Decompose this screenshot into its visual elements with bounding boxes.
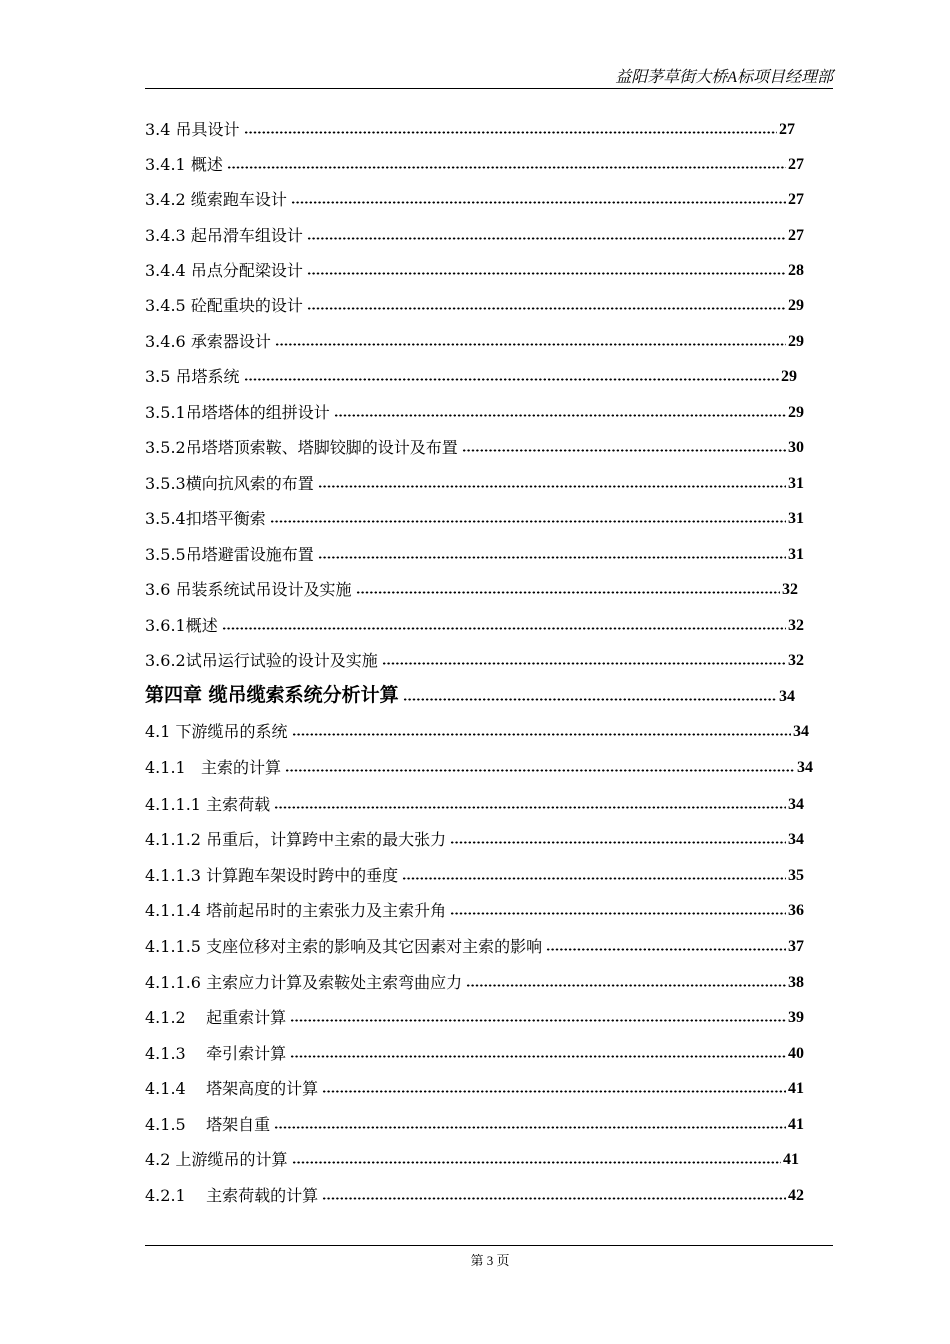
dot-leader xyxy=(356,591,780,594)
toc-entry[interactable] xyxy=(145,391,804,421)
toc-entry-title: 吊塔系统 xyxy=(175,367,240,386)
toc-entry-page: 41 xyxy=(788,1116,804,1133)
dot-leader xyxy=(290,1055,786,1058)
dot-leader xyxy=(275,343,786,346)
toc-entry-number: 3.4.6 xyxy=(145,332,186,351)
toc-entry-page: 34 xyxy=(779,688,795,705)
toc-entry-label xyxy=(145,405,330,421)
toc-entry-title: 主索应力计算及索鞍处主索弯曲应力 xyxy=(206,973,463,992)
toc-entry-page: 31 xyxy=(788,546,804,563)
toc-entry-label xyxy=(145,797,270,813)
dot-leader xyxy=(462,449,786,452)
toc-entry-number: 3.6 xyxy=(145,580,171,599)
toc-entry[interactable] xyxy=(145,996,804,1026)
toc-entry-title: 牵引索计算 xyxy=(206,1044,287,1063)
dot-leader xyxy=(274,806,786,809)
toc-entry[interactable] xyxy=(145,818,804,848)
toc-entry-label xyxy=(145,939,542,955)
toc-entry-number: 4.1.4 xyxy=(145,1079,186,1098)
toc-entry-page: 40 xyxy=(788,1045,804,1062)
toc-entry[interactable] xyxy=(145,854,804,884)
dot-leader xyxy=(244,378,779,381)
toc-entry-title: 吊塔塔顶索鞍、塔脚铰脚的设计及布置 xyxy=(185,438,458,457)
toc-entry-number: 4.1.1.5 xyxy=(145,937,201,956)
toc-entry-page: 41 xyxy=(783,1151,799,1168)
toc-entry-title: 塔前起吊时的主索张力及主索升角 xyxy=(206,901,447,920)
toc-chapter-entry[interactable] xyxy=(145,675,795,705)
toc-entry[interactable] xyxy=(145,249,804,279)
toc-entry-number: 3.6.2 xyxy=(145,651,186,670)
dot-leader xyxy=(402,877,786,880)
toc-entry-number: 3.4.5 xyxy=(145,296,186,315)
dot-leader xyxy=(318,485,786,488)
toc-entry[interactable] xyxy=(145,746,813,776)
toc-entry-number: 3.5.4 xyxy=(145,509,186,528)
toc-entry[interactable] xyxy=(145,497,804,527)
toc-entry-label xyxy=(145,653,378,669)
toc-entry-page: 32 xyxy=(788,652,804,669)
toc-entry[interactable] xyxy=(145,143,804,173)
toc-entry-page: 27 xyxy=(788,156,804,173)
toc-entry-label xyxy=(145,1046,286,1062)
toc-entry-number: 4.1.1.4 xyxy=(145,901,201,920)
toc-entry-title: 横向抗风索的布置 xyxy=(185,474,314,493)
toc-entry-number: 4.1 xyxy=(145,722,171,741)
dot-leader xyxy=(382,662,786,665)
toc-entry-label xyxy=(145,1152,288,1168)
toc-entry-number: 3.5.5 xyxy=(145,545,186,564)
toc-entry-title: 主索荷载 xyxy=(206,795,271,814)
toc-entry-title: 计算跑车架设时跨中的垂度 xyxy=(206,866,399,885)
toc-entry-title: 起重索计算 xyxy=(206,1008,287,1027)
toc-entry-title: 吊具设计 xyxy=(175,120,240,139)
toc-entry-label xyxy=(145,122,240,138)
dot-leader xyxy=(322,1090,786,1093)
toc-entry[interactable] xyxy=(145,961,804,991)
toc-entry-page: 31 xyxy=(788,510,804,527)
toc-entry-label xyxy=(145,157,223,173)
toc-entry-label xyxy=(145,724,288,740)
dot-leader xyxy=(285,769,795,772)
header-title: 益阳茅草街大桥A标项目经理部 xyxy=(615,69,833,86)
toc-entry-page: 29 xyxy=(788,297,804,314)
toc-entry-gap xyxy=(186,1186,206,1205)
toc-entry-number: 3.5 xyxy=(145,367,171,386)
toc-entry-number: 3.4.1 xyxy=(145,155,186,174)
toc-entry-number: 4.1.1.3 xyxy=(145,866,201,885)
toc-entry[interactable] xyxy=(145,462,804,492)
dot-leader xyxy=(292,1161,781,1164)
toc-entry-title: 概述 xyxy=(190,155,223,174)
toc-entry[interactable] xyxy=(145,604,804,634)
toc-entry[interactable] xyxy=(145,1032,804,1062)
toc-entry-label xyxy=(145,1010,286,1026)
toc-entry-label xyxy=(145,511,266,527)
toc-entry-page: 37 xyxy=(788,938,804,955)
toc-entry[interactable] xyxy=(145,178,804,208)
dot-leader xyxy=(270,520,786,523)
toc-entry-title: 扣塔平衡索 xyxy=(185,509,266,528)
dot-leader xyxy=(227,166,786,169)
toc-entry-label xyxy=(145,547,314,563)
toc-entry-title: 塔架自重 xyxy=(206,1115,271,1134)
toc-entry-number: 3.4.3 xyxy=(145,226,186,245)
toc-entry-page: 41 xyxy=(788,1080,804,1097)
toc-entry-label xyxy=(145,1188,318,1204)
toc-entry-title: 上游缆吊的计算 xyxy=(175,1150,288,1169)
toc-entry-label xyxy=(145,686,399,705)
toc-entry[interactable] xyxy=(145,1174,804,1204)
toc-entry-title: 吊装系统试吊设计及实施 xyxy=(175,580,352,599)
toc-entry-title: 起吊滑车组设计 xyxy=(190,226,303,245)
dot-leader xyxy=(274,1126,786,1129)
toc-entry-number: 第四章 xyxy=(145,684,203,706)
toc-entry-label xyxy=(145,582,352,598)
toc-entry-page: 27 xyxy=(788,191,804,208)
toc-entry-number: 3.5.3 xyxy=(145,474,186,493)
toc-entry-label xyxy=(145,228,303,244)
toc-entry-label xyxy=(145,903,446,919)
dot-leader xyxy=(292,733,791,736)
toc-entry[interactable] xyxy=(145,1103,804,1133)
toc-entry-page: 32 xyxy=(788,617,804,634)
toc-entry-gap xyxy=(186,1008,206,1027)
toc-entry-page: 27 xyxy=(788,227,804,244)
dot-leader xyxy=(403,698,777,701)
toc-entry[interactable] xyxy=(145,1138,799,1168)
toc-entry-title: 主索荷载的计算 xyxy=(206,1186,319,1205)
toc-entry-page: 34 xyxy=(793,723,809,740)
dot-leader xyxy=(318,556,786,559)
dot-leader xyxy=(244,131,777,134)
toc-entry[interactable] xyxy=(145,320,804,350)
header-rule xyxy=(145,88,833,89)
toc-entry-label xyxy=(145,975,462,991)
page-header xyxy=(145,64,833,88)
toc-entry-label xyxy=(145,192,287,208)
toc-entry-page: 35 xyxy=(788,867,804,884)
toc-entry-number: 3.4.2 xyxy=(145,190,186,209)
dot-leader xyxy=(322,1197,786,1200)
dot-leader xyxy=(291,201,786,204)
toc-entry-label xyxy=(145,476,314,492)
toc-entry-page: 42 xyxy=(788,1187,804,1204)
toc-entry-page: 31 xyxy=(788,475,804,492)
toc-entry-title: 下游缆吊的系统 xyxy=(175,722,288,741)
toc-entry-page: 39 xyxy=(788,1009,804,1026)
toc-entry-page: 29 xyxy=(788,333,804,350)
footer-rule xyxy=(145,1245,833,1246)
toc-entry[interactable] xyxy=(145,568,798,598)
dot-leader xyxy=(307,272,786,275)
toc-entry-title: 支座位移对主索的影响及其它因素对主索的影响 xyxy=(206,937,543,956)
toc-entry-label xyxy=(145,618,218,634)
toc-entry-gap xyxy=(186,1079,206,1098)
toc-entry-title: 承索器设计 xyxy=(190,332,271,351)
toc-entry-label xyxy=(145,263,303,279)
toc-entry-gap xyxy=(202,684,209,706)
toc-entry-title: 概述 xyxy=(185,616,218,635)
dot-leader xyxy=(466,984,786,987)
toc-entry[interactable] xyxy=(145,783,804,813)
toc-entry[interactable] xyxy=(145,710,809,740)
toc-entry-gap xyxy=(186,758,201,777)
toc-entry-number: 4.2.1 xyxy=(145,1186,186,1205)
toc-entry-title: 试吊运行试验的设计及实施 xyxy=(185,651,378,670)
toc-entry-label xyxy=(145,334,271,350)
toc-entry[interactable] xyxy=(145,533,804,563)
toc-entry-number: 4.1.3 xyxy=(145,1044,186,1063)
toc-entry-title: 吊塔避雷设施布置 xyxy=(185,545,314,564)
toc-entry-number: 4.1.1.2 xyxy=(145,830,201,849)
toc-entry-title: 吊重后，计算跨中主索的最大张力 xyxy=(206,830,447,849)
toc-entry-number: 4.1.1 xyxy=(145,758,186,777)
dot-leader xyxy=(450,841,786,844)
dot-leader xyxy=(450,912,786,915)
toc-entry-title: 缆吊缆索系统分析计算 xyxy=(208,684,399,706)
toc-entry-number: 3.5.1 xyxy=(145,403,186,422)
toc-entry-number: 4.1.5 xyxy=(145,1115,186,1134)
toc-entry-page: 34 xyxy=(788,831,804,848)
toc-entry-number: 3.5.2 xyxy=(145,438,186,457)
toc-entry-page: 32 xyxy=(782,581,798,598)
toc-entry-page: 34 xyxy=(797,759,813,776)
toc-entry-title: 主索的计算 xyxy=(200,758,281,777)
toc-entry-label xyxy=(145,868,398,884)
dot-leader xyxy=(307,307,786,310)
toc-entry-page: 27 xyxy=(779,121,795,138)
toc-entry-label xyxy=(145,832,446,848)
toc-entry-number: 3.4.4 xyxy=(145,261,186,280)
toc-entry[interactable] xyxy=(145,426,804,456)
toc-entry-page: 28 xyxy=(788,262,804,279)
toc-entry-page: 36 xyxy=(788,902,804,919)
toc-entry-page: 34 xyxy=(788,796,804,813)
toc-entry-page: 30 xyxy=(788,439,804,456)
toc-entry-title: 吊塔塔体的组拼设计 xyxy=(185,403,330,422)
toc-entry-page: 38 xyxy=(788,974,804,991)
toc-entry-number: 4.1.1.1 xyxy=(145,795,201,814)
toc-entry-label xyxy=(145,298,303,314)
toc-entry[interactable] xyxy=(145,108,795,138)
toc-entry-label xyxy=(145,1117,270,1133)
toc-entry-title: 塔架高度的计算 xyxy=(206,1079,319,1098)
toc-entry-gap xyxy=(186,1044,206,1063)
toc-entry-number: 3.4 xyxy=(145,120,171,139)
dot-leader xyxy=(307,237,786,240)
toc-entry-label xyxy=(145,440,458,456)
toc-entry-gap xyxy=(186,1115,206,1134)
toc-entry[interactable] xyxy=(145,214,804,244)
toc-entry[interactable] xyxy=(145,1067,804,1097)
toc-entry-page: 29 xyxy=(781,368,797,385)
toc-entry[interactable] xyxy=(145,925,804,955)
toc-entry-title: 砼配重块的设计 xyxy=(190,296,303,315)
toc-entry[interactable] xyxy=(145,639,804,669)
dot-leader xyxy=(222,627,786,630)
dot-leader xyxy=(546,948,786,951)
toc-entry-number: 4.1.2 xyxy=(145,1008,186,1027)
toc-entry-label xyxy=(145,760,281,776)
toc-entry-number: 4.2 xyxy=(145,1150,171,1169)
toc-entry[interactable] xyxy=(145,355,797,385)
toc-entry-title: 吊点分配梁设计 xyxy=(190,261,303,280)
toc-entry-label xyxy=(145,1081,318,1097)
toc-entry[interactable] xyxy=(145,284,804,314)
toc-entry-number: 3.6.1 xyxy=(145,616,186,635)
toc-entry-number: 4.1.1.6 xyxy=(145,973,201,992)
toc-entry-page: 29 xyxy=(788,404,804,421)
page-number: 第 3 页 xyxy=(470,1253,510,1268)
toc-entry-title: 缆索跑车设计 xyxy=(190,190,287,209)
toc-entry[interactable] xyxy=(145,889,804,919)
toc-entry-label xyxy=(145,369,240,385)
dot-leader xyxy=(334,414,786,417)
dot-leader xyxy=(290,1019,786,1022)
